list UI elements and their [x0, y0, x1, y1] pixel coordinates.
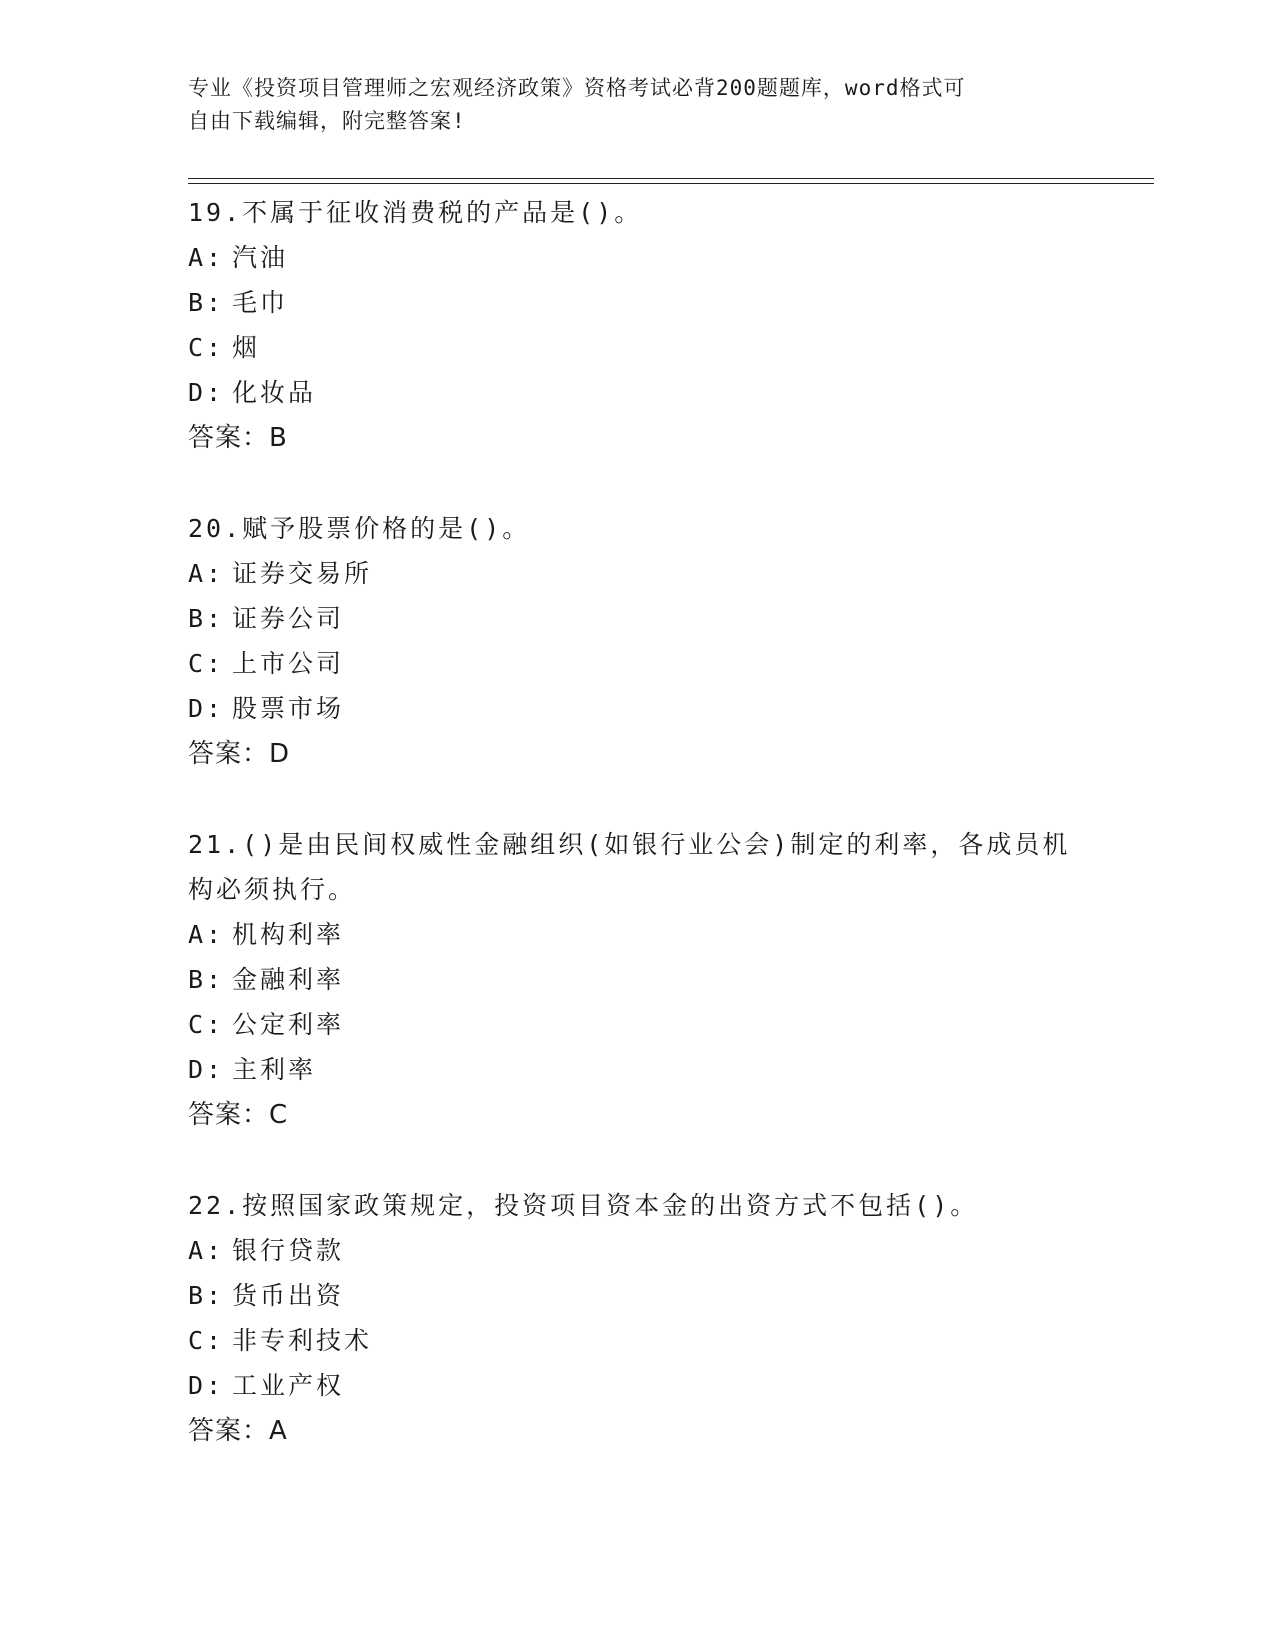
option-letter: C:	[188, 1010, 225, 1039]
option-letter: C:	[188, 333, 225, 362]
option-letter: B:	[188, 1281, 225, 1310]
question-19	[188, 190, 1088, 461]
question-stem: 22.按照国家政策规定，投资项目资本金的出资方式不包括()。	[188, 1191, 979, 1220]
answer-line: 答案：C	[188, 1100, 289, 1130]
option-text: 机构利率	[232, 920, 345, 949]
option-text: 烟	[232, 333, 261, 362]
question-stem: 20.赋予股票价格的是()。	[188, 514, 531, 543]
option-text: 金融利率	[232, 965, 345, 994]
option-c	[188, 1002, 1088, 1047]
option-b	[188, 596, 1088, 641]
question-stem-line-1: 21.()是由民间权威性金融组织(如银行业公会)制定的利率，各成员机	[188, 830, 1071, 859]
option-a	[188, 551, 1088, 596]
option-letter: D:	[188, 694, 225, 723]
option-text: 银行贷款	[232, 1236, 345, 1265]
option-a	[188, 912, 1088, 957]
option-letter: D:	[188, 378, 225, 407]
answer-line: 答案：D	[188, 739, 291, 769]
answer-line: 答案：A	[188, 1416, 288, 1446]
option-text: 汽油	[232, 243, 289, 272]
option-text: 货币出资	[232, 1281, 345, 1310]
option-text: 股票市场	[232, 694, 345, 723]
option-b	[188, 957, 1088, 1002]
option-d	[188, 686, 1088, 731]
option-letter: D:	[188, 1055, 225, 1084]
option-b	[188, 1273, 1088, 1318]
option-a	[188, 1228, 1088, 1273]
question-stem-line-2: 构必须执行。	[188, 875, 357, 904]
option-letter: D:	[188, 1371, 225, 1400]
header-divider-top	[188, 178, 1154, 179]
option-c	[188, 325, 1088, 370]
option-letter: B:	[188, 288, 225, 317]
question-20	[188, 506, 1088, 777]
option-text: 工业产权	[232, 1371, 345, 1400]
option-d	[188, 1047, 1088, 1092]
option-text: 上市公司	[232, 649, 345, 678]
option-text: 化妆品	[232, 378, 317, 407]
option-c	[188, 1318, 1088, 1363]
option-a	[188, 235, 1088, 280]
option-d	[188, 370, 1088, 415]
document-header	[188, 72, 1088, 138]
option-letter: C:	[188, 649, 225, 678]
option-letter: A:	[188, 243, 225, 272]
option-c	[188, 641, 1088, 686]
option-b	[188, 280, 1088, 325]
question-22	[188, 1183, 1088, 1454]
option-text: 主利率	[232, 1055, 317, 1084]
option-text: 非专利技术	[232, 1326, 373, 1355]
option-letter: A:	[188, 559, 225, 588]
option-text: 毛巾	[232, 288, 289, 317]
option-text: 公定利率	[232, 1010, 345, 1039]
option-letter: B:	[188, 965, 225, 994]
option-letter: C:	[188, 1326, 225, 1355]
question-stem: 19.不属于征收消费税的产品是()。	[188, 198, 643, 227]
answer-line: 答案：B	[188, 423, 288, 453]
question-list	[188, 190, 1088, 1499]
question-21	[188, 822, 1088, 1138]
option-d	[188, 1363, 1088, 1408]
header-divider-bottom	[188, 183, 1154, 184]
option-text: 证券公司	[232, 604, 345, 633]
option-letter: A:	[188, 1236, 225, 1265]
option-text: 证券交易所	[232, 559, 373, 588]
header-line-2: 自由下载编辑，附完整答案!	[188, 109, 466, 133]
option-letter: B:	[188, 604, 225, 633]
header-line-1: 专业《投资项目管理师之宏观经济政策》资格考试必背200题题库，word格式可	[188, 76, 966, 100]
option-letter: A:	[188, 920, 225, 949]
